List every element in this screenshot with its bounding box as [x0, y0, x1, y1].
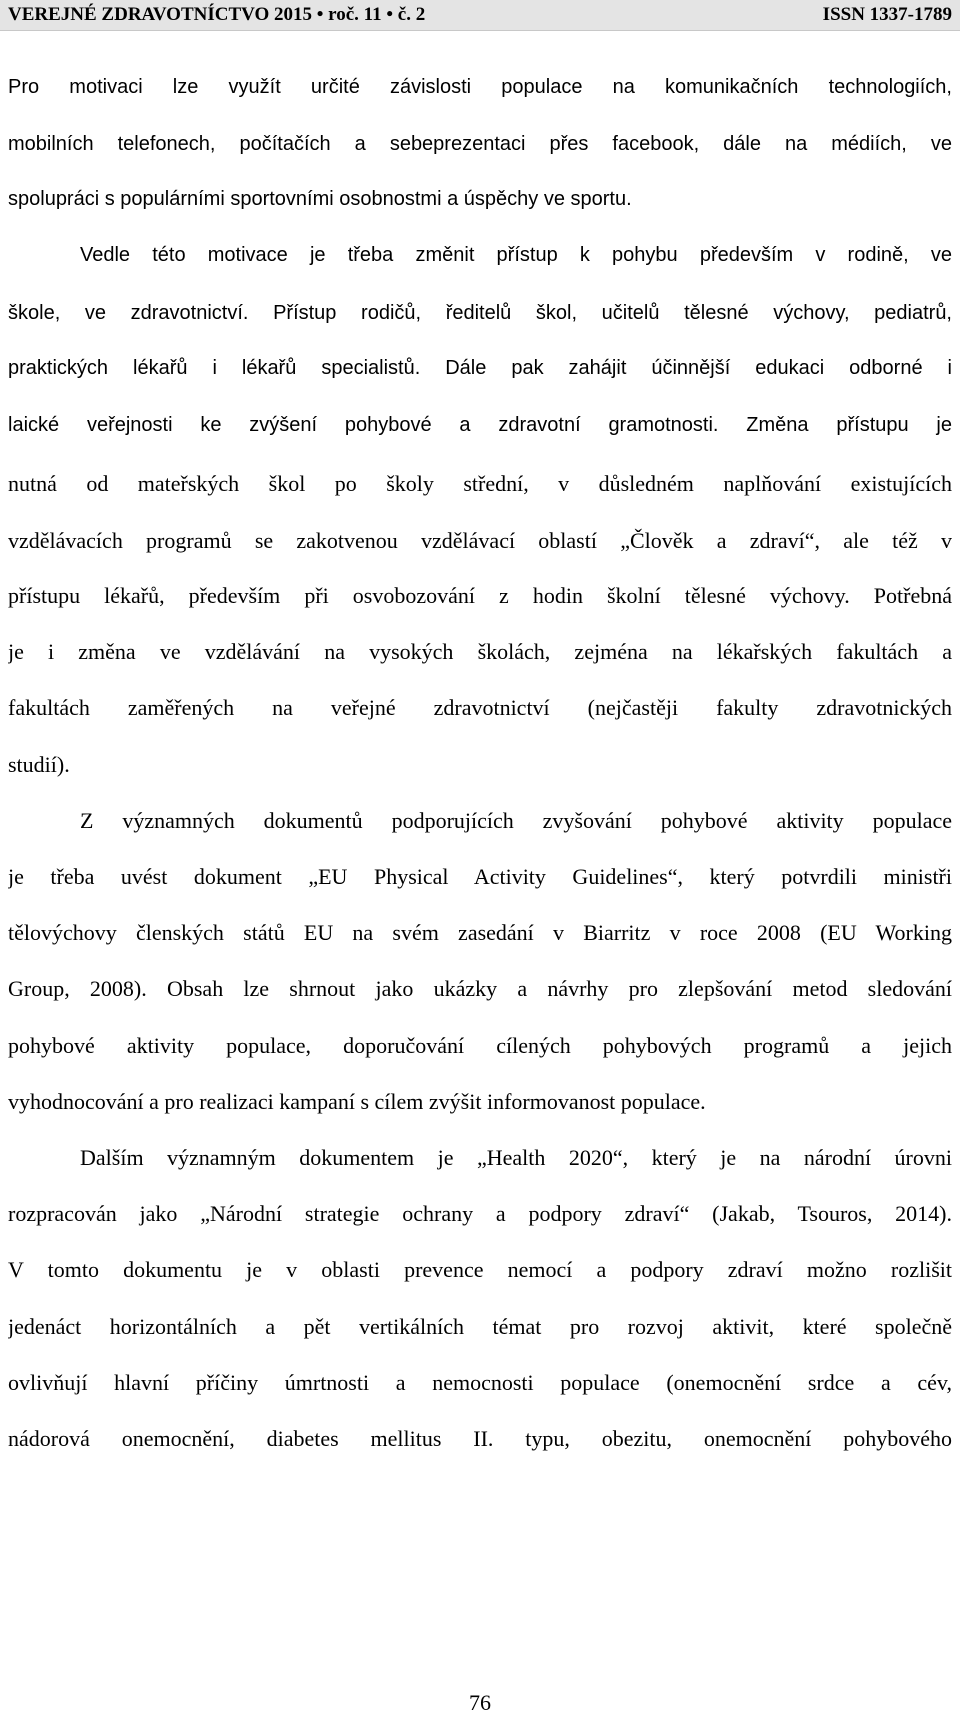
text-line: spolupráci s populárními sportovními osobnostmi a úspěchy ve sportu. [8, 188, 632, 210]
text-line: škole, ve zdravotnictví. Přístup rodičů, ředitelů škol, učitelů tělesné výchovy, pediatrů, [8, 302, 952, 324]
text-line: pohybové aktivity populace, doporučování cílených pohybových programů a jejich [8, 1033, 952, 1058]
text-line: Dalším významným dokumentem je „Health 2020“, který je na národní úrovni [80, 1145, 952, 1170]
text-line: ovlivňují hlavní příčiny úmrtnosti a nemocnosti populace (onemocnění srdce a cév, [8, 1370, 952, 1395]
journal-title: VEREJNÉ ZDRAVOTNÍCTVO 2015 • roč. 11 • č. 2 [8, 4, 426, 25]
text-line: Pro motivaci lze využít určité závislosti populace na komunikačních technologiích, [8, 76, 952, 98]
text-line: V tomto dokumentu je v oblasti prevence nemocí a podpory zdraví možno rozlišit [8, 1257, 952, 1282]
page-number: 76 [469, 1690, 491, 1715]
text-line: Group, 2008). Obsah lze shrnout jako ukázky a návrhy pro zlepšování metod sledování [8, 976, 952, 1001]
text-line: je i změna ve vzdělávání na vysokých školách, zejména na lékařských fakultách a [8, 639, 952, 664]
text-line: vyhodnocování a pro realizaci kampaní s cílem zvýšit informovanost populace. [8, 1089, 706, 1114]
text-line: tělovýchovy členských států EU na svém zasedání v Biarritz v roce 2008 (EU Working [8, 920, 952, 945]
text-line: nutná od mateřských škol po školy střední, v důsledném naplňování existujících [8, 471, 952, 496]
text-line: mobilních telefonech, počítačích a sebeprezentaci přes facebook, dále na médiích, ve [8, 133, 952, 155]
text-line: nádorová onemocnění, diabetes mellitus II. typu, obezitu, onemocnění pohybového [8, 1426, 952, 1451]
running-header [0, 0, 960, 31]
text-line: laické veřejnosti ke zvýšení pohybové a zdravotní gramotnosti. Změna přístupu je [8, 414, 952, 436]
text-line: jedenáct horizontálních a pět vertikálních témat pro rozvoj aktivit, které společně [8, 1314, 952, 1339]
text-line: Vedle této motivace je třeba změnit přístup k pohybu především v rodině, ve [80, 244, 952, 266]
text-line: je třeba uvést dokument „EU Physical Activity Guidelines“, který potvrdili ministři [8, 864, 952, 889]
text-line: Z významných dokumentů podporujících zvyšování pohybové aktivity populace [80, 808, 952, 833]
text-line: rozpracován jako „Národní strategie ochrany a podpory zdraví“ (Jakab, Tsouros, 2014). [8, 1201, 952, 1226]
text-line: studií). [8, 752, 70, 777]
text-line: přístupu lékařů, především při osvobozování z hodin školní tělesné výchovy. Potřebná [8, 583, 952, 608]
issn-label: ISSN 1337-1789 [822, 4, 952, 25]
text-line: praktických lékařů i lékařů specialistů. Dále pak zahájit účinnější edukaci odborné i [8, 357, 952, 379]
text-line: vzdělávacích programů se zakotvenou vzdělávací oblastí „Člověk a zdraví“, ale též v [8, 528, 952, 553]
text-line: fakultách zaměřených na veřejné zdravotnictví (nejčastěji fakulty zdravotnických [8, 695, 952, 720]
